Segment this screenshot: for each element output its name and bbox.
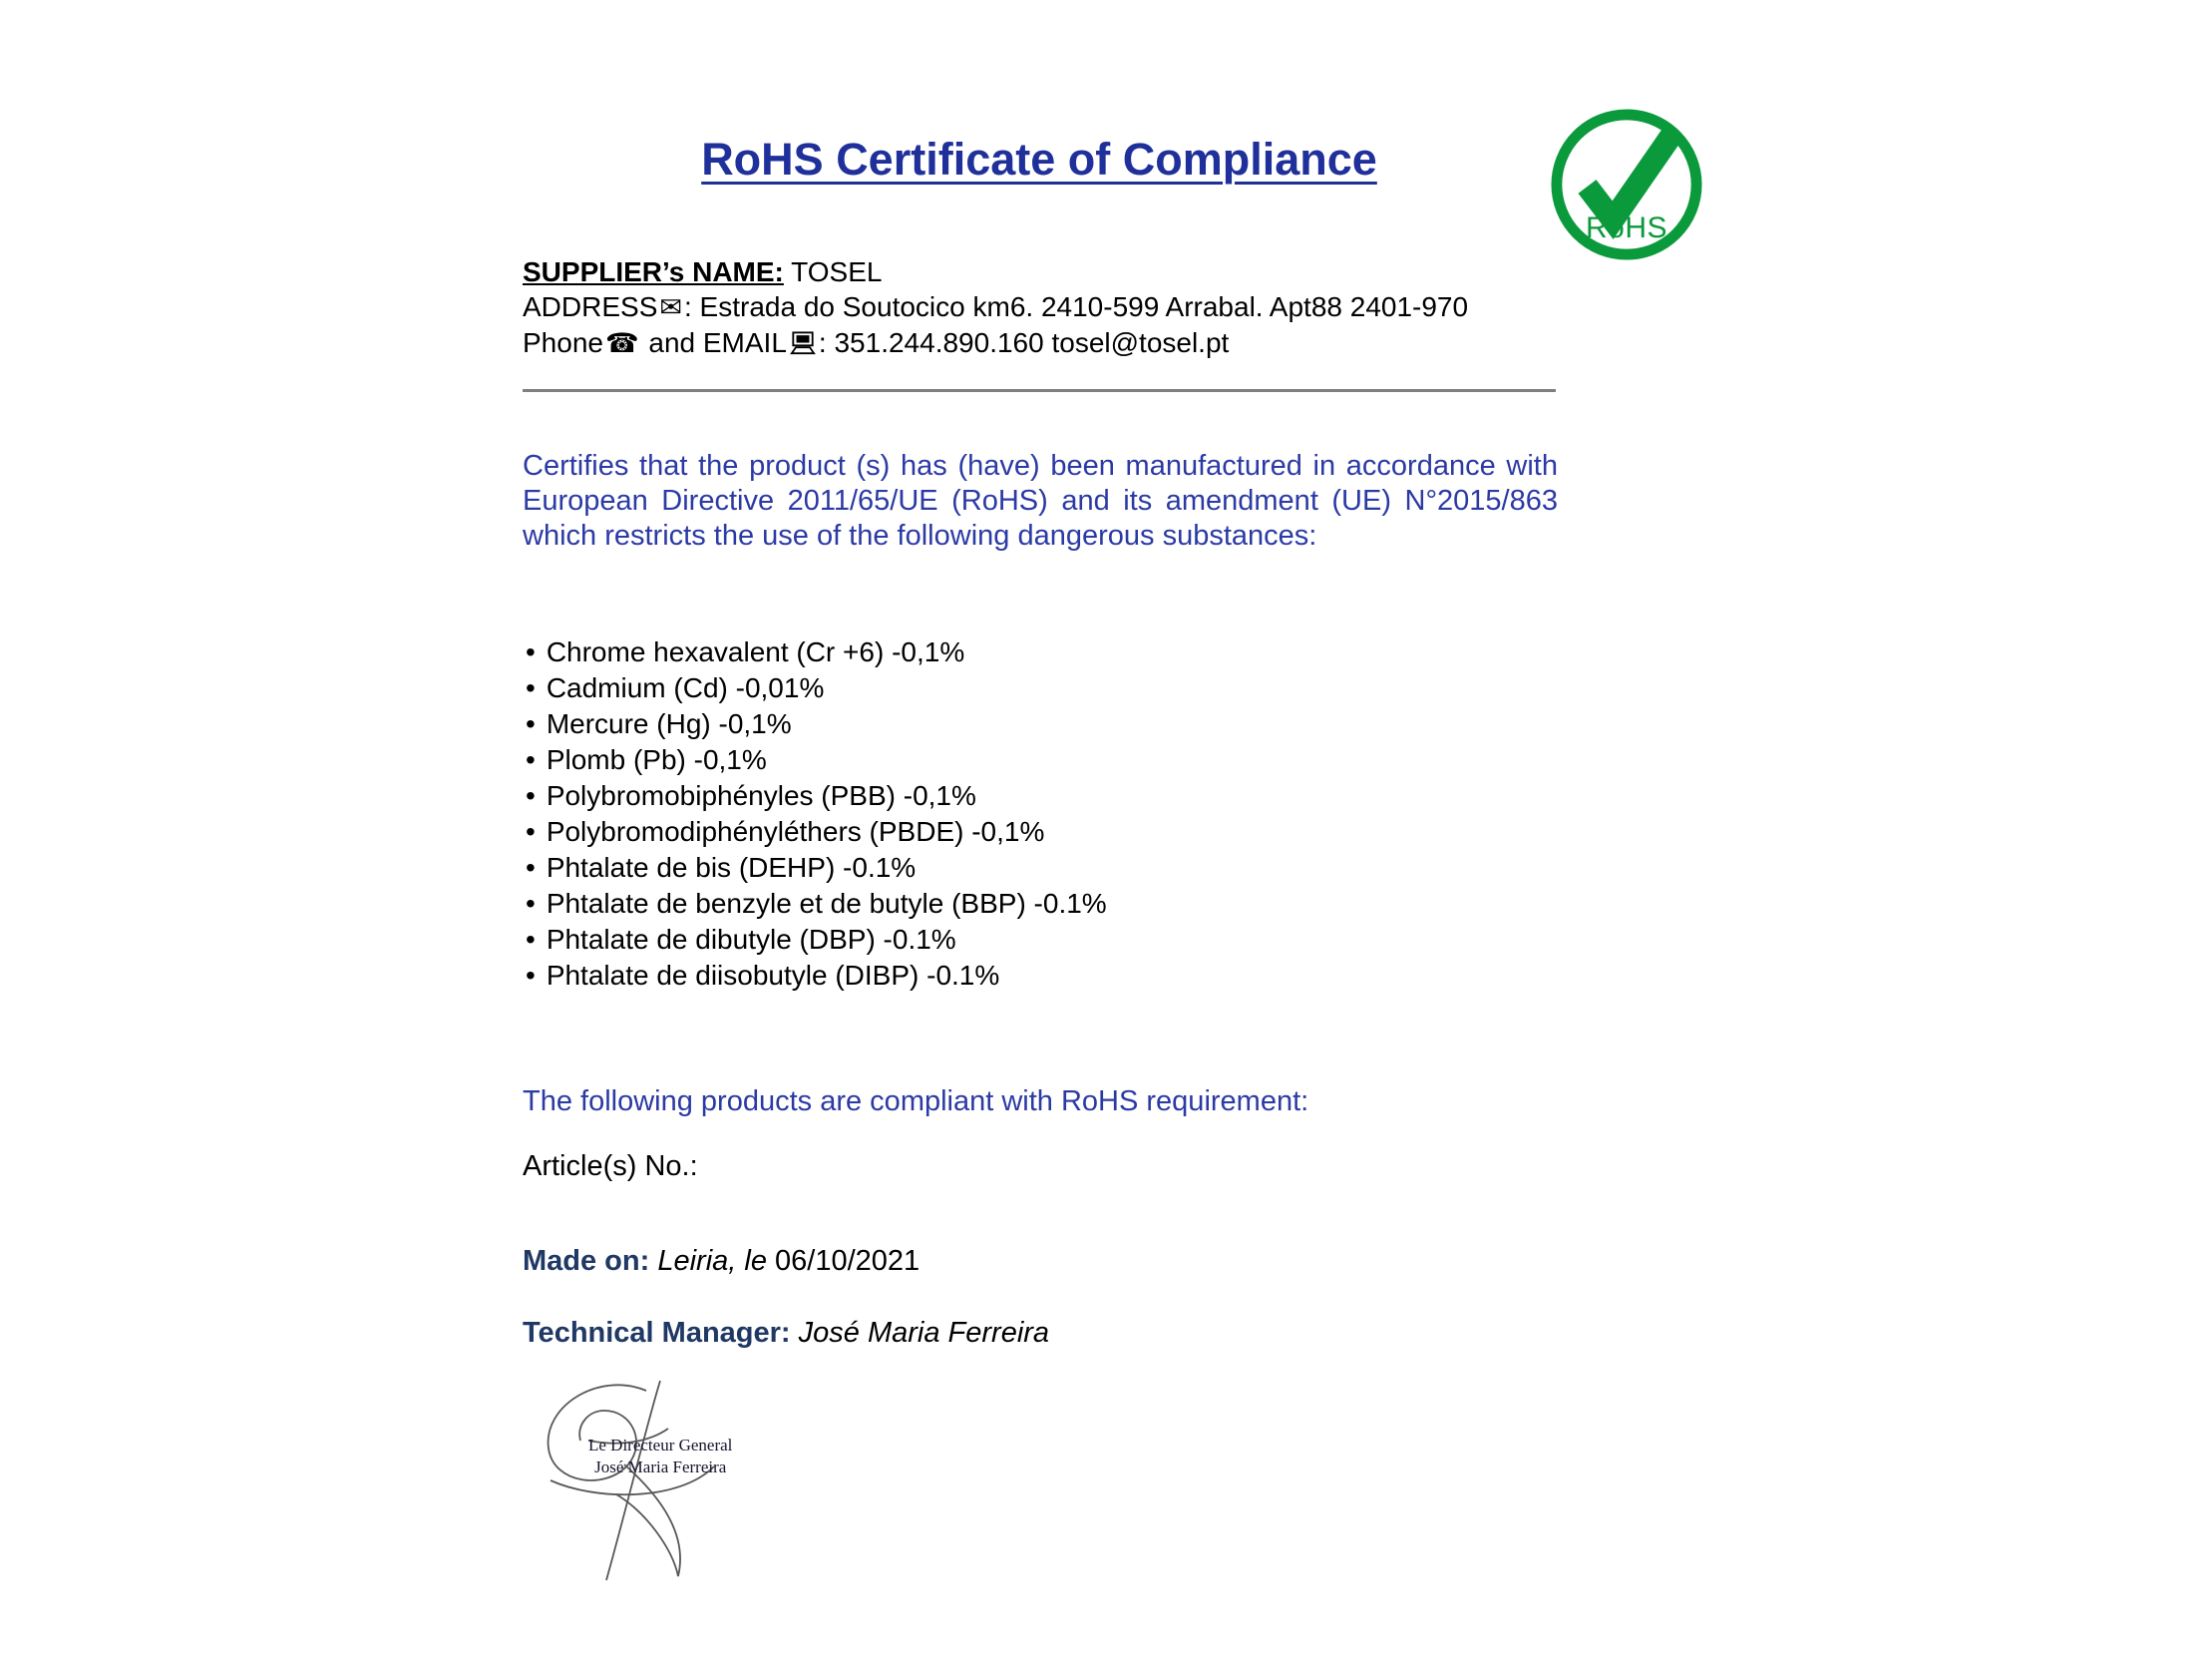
substance-item: [526, 706, 1559, 742]
substance-item: [526, 814, 1559, 850]
page-title: RoHS Certificate of Compliance: [701, 134, 1377, 185]
substance-text: Mercure (Hg) -0,1%: [546, 708, 792, 739]
substance-item: [526, 778, 1559, 814]
substance-text: Polybromobiphényles (PBB) -0,1%: [546, 780, 976, 811]
compliance-statement: The following products are compliant with RoHS requirement:: [523, 1085, 1309, 1117]
substance-item: [526, 850, 1559, 886]
made-on-label: Made on:: [523, 1245, 650, 1277]
articles-label: Article(s) No.:: [523, 1150, 698, 1182]
address-label: ADDRESS: [523, 291, 658, 322]
phone-label: Phone: [523, 327, 603, 358]
signature-name: José Maria Ferreira: [594, 1457, 727, 1476]
substance-text: Phtalate de diisobutyle (DIBP) -0.1%: [546, 960, 1000, 991]
technical-manager-value: José Maria Ferreira: [790, 1317, 1050, 1349]
technical-manager-label: Technical Manager:: [523, 1317, 791, 1349]
contact-value: : 351.244.890.160 tosel@tosel.pt: [818, 327, 1230, 358]
signature-title: Le Directeur General: [588, 1436, 733, 1454]
substance-text: Phtalate de benzyle et de butyle (BBP) -0.1%: [546, 888, 1107, 919]
substance-item: [526, 958, 1559, 994]
supplier-contact-line: [523, 325, 1556, 363]
signature-block: [529, 1377, 858, 1586]
substances-list: [526, 634, 1559, 994]
supplier-name-label: SUPPLIER’s NAME:: [523, 256, 784, 287]
made-on-place: Leiria, le: [649, 1245, 776, 1277]
supplier-name-value: TOSEL: [783, 256, 883, 287]
divider-line: [523, 389, 1556, 392]
phone-icon: ☎: [604, 328, 639, 358]
address-value: : Estrada do Soutocico km6. 2410-599 Arrabal. Apt88 2401-970: [684, 291, 1469, 322]
supplier-name-line: [523, 254, 1556, 289]
substance-item: [526, 742, 1559, 778]
computer-icon: [787, 328, 819, 363]
rohs-logo-label: RoHS: [1585, 211, 1668, 244]
signature-scribble-icon: [529, 1377, 828, 1586]
made-on-line: [523, 1245, 1556, 1278]
substance-text: Cadmium (Cd) -0,01%: [546, 672, 825, 703]
signature-stamp-text: [588, 1435, 732, 1478]
substance-item: [526, 886, 1559, 922]
supplier-block: [523, 254, 1556, 363]
substance-text: Phtalate de dibutyle (DBP) -0.1%: [546, 924, 956, 955]
substance-item: [526, 634, 1559, 670]
email-label: and EMAIL: [640, 327, 787, 358]
envelope-icon: ✉: [659, 292, 682, 322]
certification-paragraph: Certifies that the product (s) has (have) been manufactured in accordance with European Directive 2011/65/UE (RoHS) and its amendment (UE) N°2015/863 which restricts the use of the following dangerous substances:: [523, 450, 1558, 552]
technical-manager-line: [523, 1317, 1556, 1350]
substance-item: [526, 670, 1559, 706]
substance-text: Chrome hexavalent (Cr +6) -0,1%: [546, 636, 965, 667]
substance-item: [526, 922, 1559, 958]
supplier-address-line: [523, 289, 1556, 325]
substance-text: Polybromodiphényléthers (PBDE) -0,1%: [546, 816, 1045, 847]
rohs-logo: [1548, 106, 1705, 263]
made-on-date: 06/10/2021: [775, 1245, 921, 1277]
substance-text: Phtalate de bis (DEHP) -0.1%: [546, 852, 917, 883]
substance-text: Plomb (Pb) -0,1%: [546, 744, 767, 775]
